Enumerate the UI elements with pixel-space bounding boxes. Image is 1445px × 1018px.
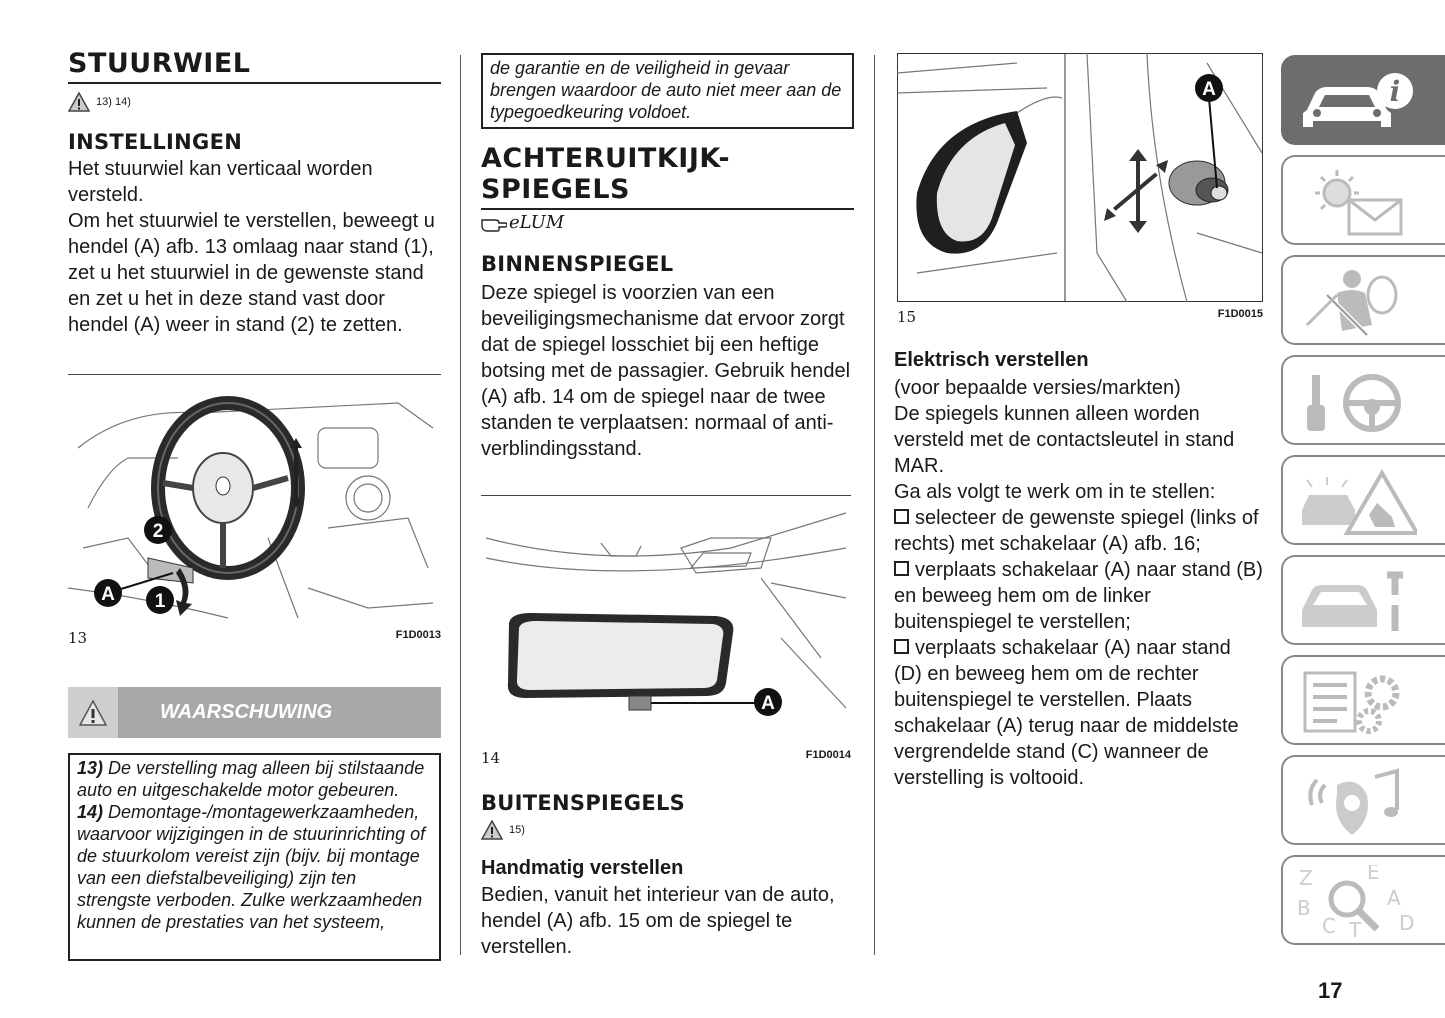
steering-wheel-illustration <box>68 388 441 624</box>
figure-label: A <box>1202 79 1216 100</box>
warning-notes <box>68 753 441 961</box>
bullet-item: verplaats schakelaar (A) naar stand (D) en beweeg hem om de rechter buitenspiegel te verstellen. Plaats schakelaar (A) terug naar de middelste vergrendelde stand (C) wanneer de verstelling is voltooid. <box>894 637 1239 789</box>
index-letter: Z <box>1299 866 1313 890</box>
warning-ref-text: 15) <box>509 824 525 836</box>
paragraph: Het stuurwiel kan verticaal worden versteld. <box>68 158 373 206</box>
index-letter: B <box>1297 896 1311 920</box>
figure-code: F1D0013 <box>395 629 441 641</box>
tab-technical-data[interactable] <box>1281 655 1445 745</box>
warning-icon-cell <box>68 687 118 738</box>
body-text: Bedien, vanuit het interieur van de auto, hendel (A) afb. 15 om de spiegel te verstellen. <box>481 884 835 958</box>
figure-15 <box>897 53 1263 326</box>
figure-caption <box>481 749 851 767</box>
body-text: Deze spiegel is voorzien van een beveiligingsmechanisme dat ervoor zorgt dat de spiegel losschiet bij een heftige botsing met de passagier. Gebruik hendel (A) afb. 14 om de spiegel naar de twee standen te verplaatsen: normaal of anti-verblindingsstand. <box>481 282 851 460</box>
section-heading: ACHTERUITKIJK-SPIEGELS <box>481 143 854 210</box>
bullet-square-icon <box>894 639 909 654</box>
column-divider <box>874 55 875 955</box>
key-steering-icon <box>1297 365 1417 437</box>
index-icon <box>1297 865 1417 937</box>
divider <box>481 495 851 496</box>
tab-multimedia[interactable] <box>1281 755 1445 845</box>
figure-code: F1D0015 <box>1217 308 1263 320</box>
tab-maintenance[interactable] <box>1281 555 1445 645</box>
figure-number: 13 <box>68 629 88 647</box>
index-letter: C <box>1322 914 1336 937</box>
subheading-small: Handmatig verstellen <box>481 857 684 879</box>
note-number: 13) <box>77 758 104 778</box>
subheading: BINNENSPIEGEL <box>481 252 674 276</box>
tab-car-info[interactable] <box>1281 55 1445 145</box>
body-text <box>894 375 1264 791</box>
rear-view-mirror-illustration <box>481 508 851 744</box>
warning-lights-icon <box>1297 165 1417 237</box>
warning-triangle-icon <box>79 700 107 726</box>
car-info-icon <box>1297 65 1417 137</box>
elum-marker <box>481 212 564 233</box>
warning-reference <box>481 820 525 840</box>
door-mirror-switch-illustration <box>897 53 1263 303</box>
index-letter: E <box>1367 865 1380 884</box>
bullet-item: selecteer de gewenste spiegel (links of rechts) met schakelaar (A) afb. 16; <box>894 507 1259 555</box>
tab-emergency[interactable] <box>1281 455 1445 545</box>
note-item <box>77 757 432 801</box>
tab-warning-lights[interactable] <box>1281 155 1445 245</box>
pointing-hand-icon <box>481 214 507 232</box>
index-letter: D <box>1399 911 1415 935</box>
technical-data-icon <box>1297 665 1417 737</box>
note-number: 14) <box>77 802 104 822</box>
svg-text:i: i <box>1389 75 1401 108</box>
figure-caption <box>897 308 1263 326</box>
elum-text: eLUM <box>509 212 565 233</box>
page-number: 17 <box>1318 978 1343 1003</box>
warning-ref-text: 13) 14) <box>96 96 131 108</box>
paragraph: (voor bepaalde versies/markten) <box>894 377 1181 399</box>
divider <box>68 374 441 375</box>
figure-label: A <box>101 584 115 605</box>
subheading: BUITENSPIEGELS <box>481 791 686 815</box>
warning-triangle-icon <box>68 92 90 112</box>
column-divider <box>460 55 461 955</box>
note-text: de garantie en de veiligheid in gevaar brengen waardoor de auto niet meer aan de typegoedkeuring voldoet. <box>490 58 842 122</box>
subheading: INSTELLINGEN <box>68 130 243 154</box>
emergency-icon <box>1297 465 1417 537</box>
figure-label: A <box>761 693 775 714</box>
note-text: Demontage-/montagewerkzaamheden, waarvoor wijzigingen in de stuurinrichting of de stuurkolom vereist zijn (bijv. bij montage van een diefstalbeveiliging) zijn ten strengste verboden. Zulke werkzaamheden kunnen de prestaties van het systeem, <box>77 802 426 932</box>
airbag-safety-icon <box>1297 265 1417 337</box>
index-letter: T <box>1349 918 1362 937</box>
paragraph: Om het stuurwiel te verstellen, beweegt u hendel (A) afb. 13 omlaag naar stand (1), zet u het stuurwiel in de gewenste stand en zet u het in deze stand vast door hendel (A) weer in stand (2) te zetten. <box>68 210 435 336</box>
figure-14 <box>481 508 851 767</box>
figure-caption <box>68 629 441 647</box>
multimedia-icon <box>1297 765 1417 837</box>
warning-triangle-icon <box>481 820 503 840</box>
warning-notes-continued <box>481 53 854 129</box>
bullet-square-icon <box>894 561 909 576</box>
figure-number: 14 <box>481 749 501 767</box>
figure-13 <box>68 388 441 647</box>
section-heading: STUURWIEL <box>68 48 441 84</box>
paragraph: De spiegels kunnen alleen worden versteld met de contactsleutel in stand MAR. <box>894 403 1235 477</box>
warning-reference <box>68 92 131 112</box>
figure-label: 1 <box>154 591 166 612</box>
paragraph: Ga als volgt te werk om in te stellen: <box>894 481 1216 503</box>
tab-starting[interactable] <box>1281 355 1445 445</box>
note-item <box>77 801 432 933</box>
figure-label: 2 <box>152 521 164 542</box>
subheading-small: Elektrisch verstellen <box>894 349 1089 371</box>
tab-safety[interactable] <box>1281 255 1445 345</box>
figure-number: 15 <box>897 308 917 326</box>
note-text: De verstelling mag alleen bij stilstaande auto en uitgeschakelde motor gebeuren. <box>77 758 425 800</box>
maintenance-icon <box>1297 565 1417 637</box>
warning-title: WAARSCHUWING <box>160 701 333 723</box>
body-text <box>68 156 441 338</box>
bullet-square-icon <box>894 509 909 524</box>
tab-index[interactable] <box>1281 855 1445 945</box>
bullet-item: verplaats schakelaar (A) naar stand (B) en beweeg hem om de linker buitenspiegel te verstellen; <box>894 559 1263 633</box>
warning-bar <box>68 687 441 738</box>
index-letter: A <box>1387 886 1401 910</box>
figure-code: F1D0014 <box>805 749 851 761</box>
